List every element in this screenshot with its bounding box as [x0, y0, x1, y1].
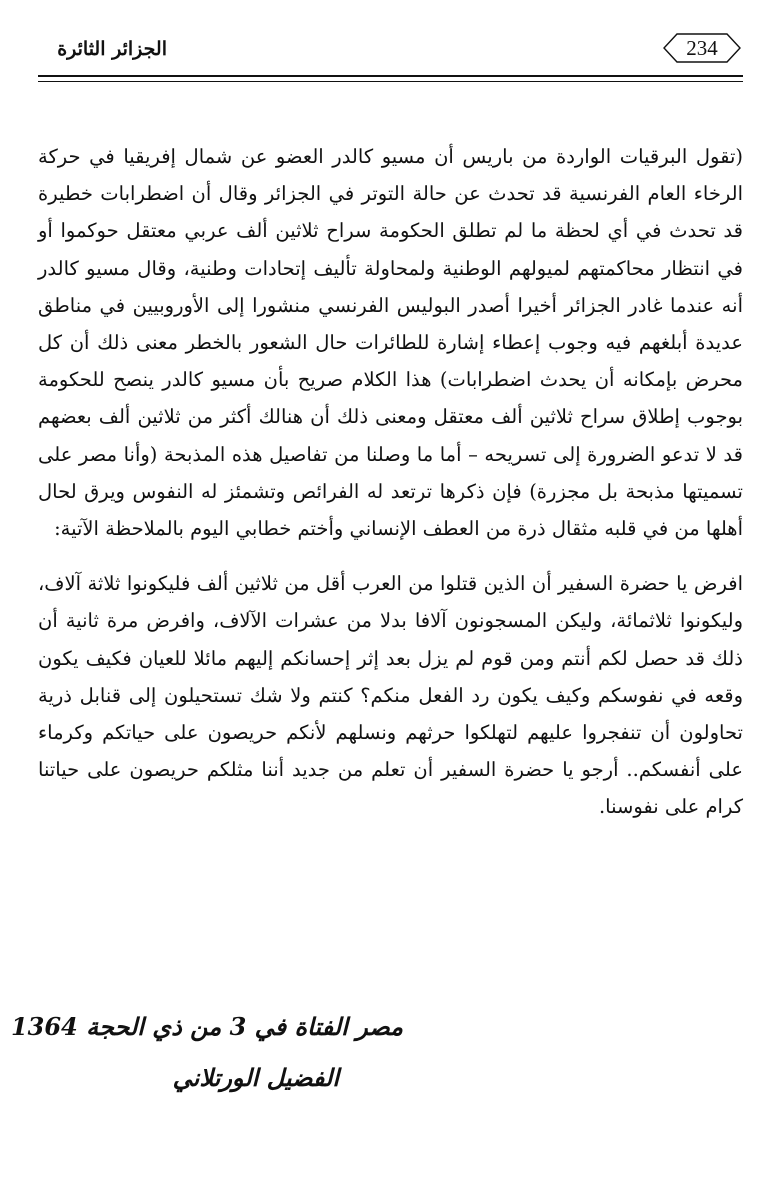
header-rule-thin — [38, 81, 743, 82]
paragraph: (تقول البرقيات الواردة من باريس أن مسيو كالدر العضو عن شمال إفريقيا في حركة الرخاء العام الفرنسية قد تحدث عن حالة التوتر في الجزائر وقال أن اضطرابات خطيرة قد تحدث في أي لحظة ما لم تطلق الحكومة سراح ثلاثين ألف عربي معتقل حوكموا أو في انتظار محاكمتهم لميولهم الوطنية ولمحاولة تأليف إتحادات وطنية، وقال مسيو كالدر أنه عندما غادر الجزائر أخيرا أصدر البوليس الفرنسي منشورا إلى الأوروبيين في مناطق عديدة أبلغهم فيه وجوب إعطاء إشارة للطائرات حال الشعور بالخطر معنى ذلك أن كل محرض بإمكانه أن يحدث اضطرابات) هذا الكلام صريح بأن مسيو كالدر ينصح للحكومة بوجوب إطلاق سراح ثلاثين ألف معتقل ومعنى ذلك أن هنالك أكثر من ثلاثين ألف بعضهم قد لا تدعو الضرورة إلى تسريحه – أما ما وصلنا من تفاصيل هذه المذبحة (وأنا مصر على تسميتها مذبحة بل مجزرة) فإن ذكرها ترتعد له الفرائص وتشمئز له النفوس ويرق لحال أهلها من في قلبه مثقال ذرة من العطف الإنساني وأختم خطابي اليوم بالملاحظة الآتية: — [38, 145, 743, 541]
page-number-badge — [663, 33, 741, 63]
running-title: الجزائر الثائرة — [57, 38, 167, 60]
signature-author: الفضيل الورتلاني — [172, 1063, 339, 1092]
header-rule-thick — [38, 75, 743, 77]
signature-block — [11, 1012, 403, 1092]
signature-dateline: مصر الفتاة في 3 من ذي الحجة 1364 — [10, 1012, 403, 1041]
body-text — [38, 138, 743, 826]
page-number: 234 — [686, 36, 718, 60]
paragraph: افرض يا حضرة السفير أن الذين قتلوا من العرب أقل من ثلاثين ألف فليكونوا ثلاثة آلاف، وليكونوا ثلاثمائة، وليكن المسجونون آلافا بدلا من عشرات الآلاف، وافرض مرة ثانية أن ذلك قد حصل لكم أنتم ومن قوم لم يزل بعد إثر إحسانكم إليهم مائلا للعيان فكيف يكون وقعه في نفوسكم وكيف يكون رد الفعل منكم؟ كنتم ولا شك تستحيلون إلى قنابل ذرية تحاولون أن تنفجروا عليهم لتهلكوا حرثهم ونسلهم لأنكم حريصون على حياتكم وكرماء على أنفسكم.. أرجو يا حضرة السفير أن تعلم من جديد أننا مثلكم حريصون على حياتنا كرام على نفوسنا. — [38, 572, 743, 819]
